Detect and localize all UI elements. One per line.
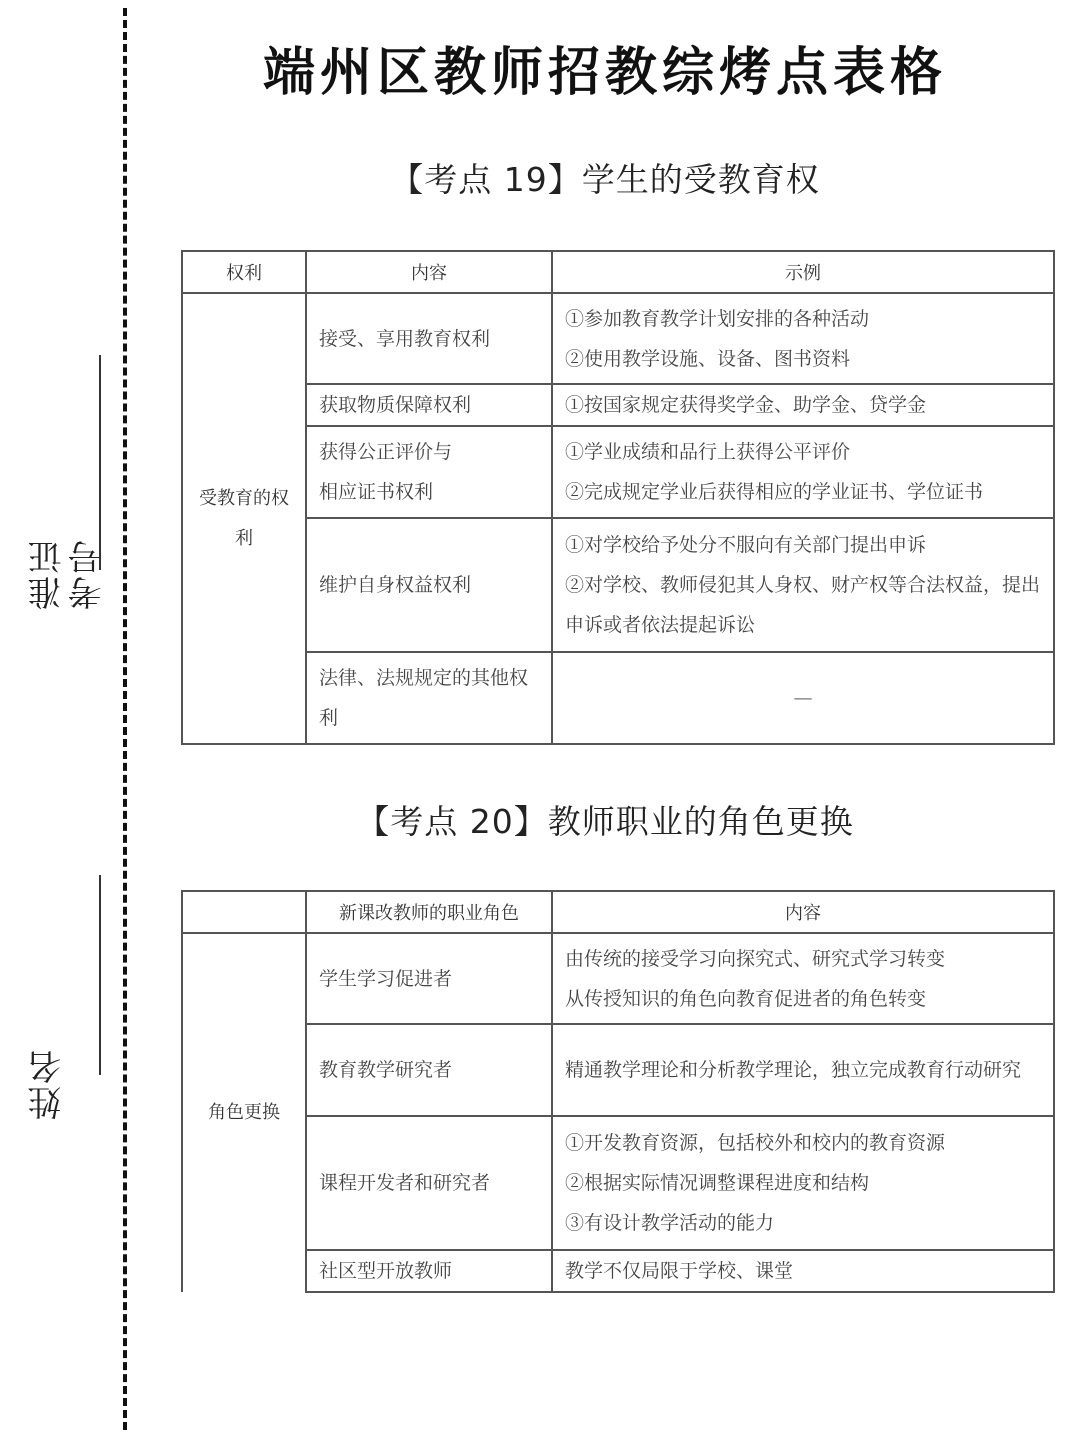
table-row	[182, 1116, 1054, 1250]
group-cell	[182, 293, 306, 744]
table-row	[182, 933, 1054, 1024]
header-cell: 内容	[552, 891, 1054, 933]
example-line: ①按国家规定获得奖学金、助学金、贷学金	[565, 394, 927, 416]
empty-dash: —	[793, 687, 813, 709]
table-row	[182, 426, 1054, 518]
content-cell: 获取物质保障权利	[306, 384, 552, 426]
name-label: 姓名	[28, 1048, 68, 1120]
table-row	[182, 293, 1054, 384]
role-cell: 学生学习促进者	[306, 933, 552, 1024]
table-header-row	[182, 251, 1054, 293]
content-cell	[552, 1024, 1054, 1116]
content-cell	[552, 933, 1054, 1024]
example-line: ①学业成绩和品行上获得公平评价	[565, 441, 851, 463]
content-cell	[306, 426, 552, 518]
name-field[interactable]	[99, 875, 101, 1075]
header-cell: 内容	[306, 251, 552, 293]
role-cell: 课程开发者和研究者	[306, 1116, 552, 1250]
example-cell	[552, 293, 1054, 384]
table-header-row	[182, 891, 1054, 933]
content-line: 教学不仅局限于学校、课堂	[565, 1260, 794, 1282]
group-label: 受教育的权利	[199, 487, 289, 549]
header-cell: 权利	[182, 251, 306, 293]
content-cell: 法律、法规规定的其他权利	[306, 652, 552, 744]
content-cell	[552, 1116, 1054, 1250]
example-cell	[552, 652, 1054, 744]
group-label: 角色更换	[208, 1102, 280, 1123]
content-line: ③有设计教学活动的能力	[565, 1212, 775, 1234]
table-row	[182, 1024, 1054, 1116]
role-cell: 社区型开放教师	[306, 1250, 552, 1292]
section-19-table	[181, 250, 1055, 745]
example-cell	[552, 426, 1054, 518]
example-line: ①参加教育教学计划安排的各种活动	[565, 307, 870, 330]
exam-ticket-field[interactable]	[99, 355, 101, 570]
header-cell: 示例	[552, 251, 1054, 293]
example-line: ①对学校给予处分不服向有关部门提出申诉	[565, 534, 927, 556]
content-cell: 维护自身权益权利	[306, 518, 552, 652]
content-line: 由传统的接受学习向探究式、研究式学习转变	[565, 947, 946, 970]
example-line: ②对学校、教师侵犯其人身权、财产权等合法权益，提出申诉或者依法提起诉讼	[565, 574, 1041, 636]
content-cell	[552, 1250, 1054, 1292]
group-cell	[182, 933, 306, 1292]
example-line: ②使用教学设施、设备、图书资料	[565, 347, 851, 370]
header-cell	[182, 891, 306, 933]
example-line: ②完成规定学业后获得相应的学业证书、学位证书	[565, 481, 984, 503]
header-cell: 新课改教师的职业角色	[306, 891, 552, 933]
table-row	[182, 1250, 1054, 1292]
section-20-title: 【考点 20】教师职业的角色更换	[356, 802, 854, 841]
example-cell	[552, 518, 1054, 652]
content-line: ②根据实际情况调整课程进度和结构	[565, 1172, 870, 1194]
exam-ticket-label: 准证考号	[28, 538, 108, 610]
binding-dashed-line	[123, 8, 127, 1430]
table-row	[182, 518, 1054, 652]
table-row	[182, 652, 1054, 744]
section-19-title: 【考点 19】学生的受教育权	[390, 160, 820, 199]
content-line: 从传授知识的角色向教育促进者的角色转变	[565, 987, 927, 1010]
role-cell: 教育教学研究者	[306, 1024, 552, 1116]
content-line: 精通教学理论和分析教学理论，独立完成教育行动研究	[565, 1059, 1022, 1081]
content-text: 获得公正评价与相应证书权利	[319, 441, 453, 503]
section-20-table	[181, 890, 1055, 1293]
page-title: 端州区教师招教综烤点表格	[262, 43, 947, 103]
example-cell	[552, 384, 1054, 426]
content-cell: 接受、享用教育权利	[306, 293, 552, 384]
table-row	[182, 384, 1054, 426]
content-line: ①开发教育资源，包括校外和校内的教育资源	[565, 1132, 946, 1154]
